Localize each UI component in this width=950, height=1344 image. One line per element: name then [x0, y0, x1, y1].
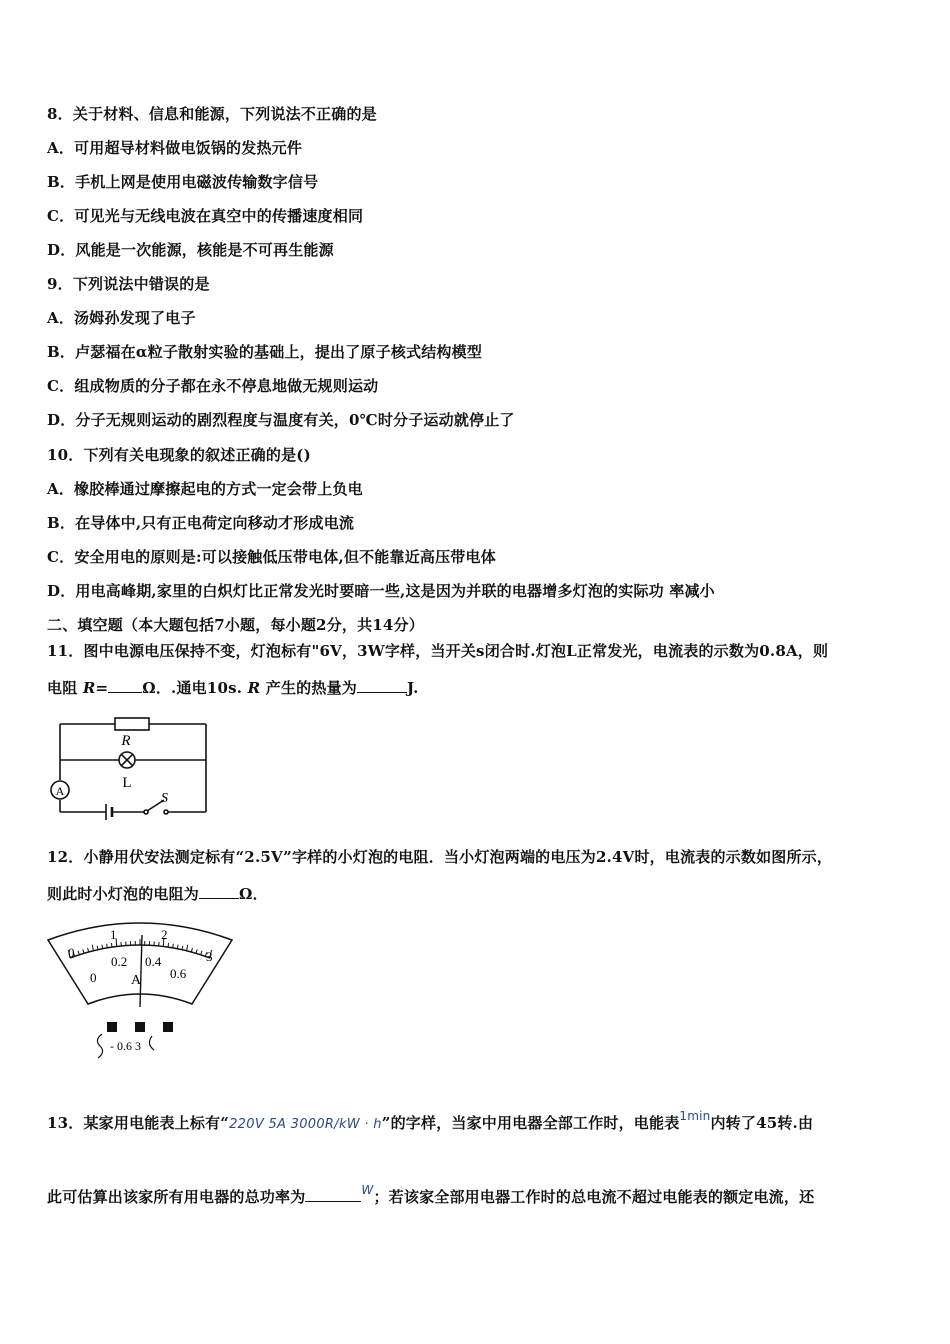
dial-tick: [187, 945, 188, 951]
resistor-symbol: [115, 718, 149, 730]
dial-tick: [92, 945, 93, 951]
q12-text: 则此时小灯泡的电阻为: [47, 885, 200, 903]
lower-scale-label: 0: [90, 970, 97, 985]
unit-label: A: [131, 973, 142, 988]
upper-scale-label: 1: [110, 927, 117, 942]
upper-scale-label: 0: [68, 945, 75, 960]
q13-text: 13．某家用电能表上标有“: [47, 1114, 230, 1132]
q10-stem: 10．下列有关电现象的叙述正确的是(): [47, 446, 311, 464]
q13-text: ”的字样，当家中用电器全部工作时，电能表: [381, 1114, 680, 1132]
q8-stem: 8．关于材料、信息和能源，下列说法不正确的是: [47, 105, 377, 123]
circuit-diagram: [48, 712, 218, 824]
q13-text: ；若该家全部用电器工作时的总电流不超过电能表的额定电流，还: [373, 1188, 815, 1206]
q11-line1: 11．图中电源电压保持不变，灯泡标有"6V，3W字样，当开关s闭合时.灯泡L正常发光，电流表的示数为0.8A，则: [47, 642, 829, 660]
dial-tick: [168, 943, 169, 947]
q11-line2: [47, 677, 419, 698]
q8-option-c: C．可见光与无线电波在真空中的传播速度相同: [47, 207, 364, 225]
answer-blank[interactable]: [199, 886, 239, 899]
q11-text: 电阻: [47, 679, 78, 697]
ammeter-dial: [44, 912, 240, 1060]
upper-scale-label: 2: [161, 927, 168, 942]
q11-text: J.: [406, 679, 419, 697]
terminal-3: [163, 1022, 173, 1032]
q10-option-a: A．橡胶棒通过摩擦起电的方式一定会带上负电: [47, 480, 363, 498]
q10-option-d: D．用电高峰期,家里的白炽灯比正常发光时要暗一些,这是因为并联的电器增多灯泡的实际功 率减小: [47, 582, 715, 600]
answer-blank[interactable]: [305, 1189, 361, 1202]
q9-option-c: C．组成物质的分子都在永不停息地做无规则运动: [47, 377, 379, 395]
dial-tick: [196, 949, 197, 953]
upper-scale-label: 3: [206, 949, 213, 964]
q8-option-d: D．风能是一次能源，核能是不可再生能源: [47, 241, 334, 259]
terminal-0-6: [135, 1022, 145, 1032]
lower-scale-label: 0.2: [111, 954, 128, 969]
q9-option-a: A．汤姆孙发现了电子: [47, 309, 196, 327]
q12-line2: [47, 883, 268, 904]
q8-option-b: B．手机上网是使用电磁波传输数字信号: [47, 173, 319, 191]
q11-var-r: R: [247, 679, 261, 697]
q12-text: Ω．: [239, 885, 268, 903]
lower-scale-label: 0.6: [170, 966, 187, 981]
dial-tick: [107, 944, 108, 948]
lamp-label: L: [122, 775, 132, 791]
section-heading: 二、填空题（本大题包括7小题，每小题2分，共14分）: [47, 616, 424, 634]
unit-w: W: [361, 1183, 374, 1197]
dial-tick: [201, 951, 202, 955]
q11-var-r: R: [82, 679, 96, 697]
answer-blank[interactable]: [357, 680, 407, 693]
q13-text: 内转了45转.由: [710, 1114, 814, 1132]
lower-scale-label: 0.4: [145, 954, 162, 969]
terminal-negative: [107, 1022, 117, 1032]
q12-line1: 12．小静用伏安法测定标有“2.5V”字样的小灯泡的电阻．当小灯泡两端的电压为2.4V时，电流表的示数如图所示，: [47, 848, 833, 866]
dial-tick: [97, 946, 98, 950]
q13-line1: [47, 1109, 814, 1133]
dial-tick: [191, 948, 192, 952]
q11-text: Ω．.通电10s.: [142, 679, 243, 697]
dial-tick: [111, 943, 112, 947]
time-value: 1min: [679, 1109, 711, 1123]
dial-tick: [88, 948, 89, 952]
dial-tick: [182, 946, 183, 950]
resistor-label: R: [121, 733, 131, 749]
q9-option-b: B．卢瑟福在α粒子散射实验的基础上，提出了原子核式结构模型: [47, 343, 483, 361]
dial-tick: [78, 951, 79, 955]
dial-tick: [173, 944, 174, 948]
meter-spec: 220V 5A 3000R/kW · h: [229, 1117, 382, 1132]
q11-text: =: [95, 679, 109, 697]
q13-text: 此可估算出该家所有用电器的总功率为: [47, 1188, 306, 1206]
q10-option-b: B．在导体中,只有正电荷定向移动才形成电流: [47, 514, 355, 532]
q10-option-c: C．安全用电的原则是:可以接触低压带电体,但不能靠近高压带电体: [47, 548, 496, 566]
q11-text: 产生的热量为: [265, 679, 357, 697]
ammeter-label: A: [55, 784, 65, 798]
q9-stem: 9．下列说法中错误的是: [47, 275, 210, 293]
dial-needle: [140, 935, 142, 1007]
q13-line2: [47, 1183, 815, 1207]
dial-tick: [83, 949, 84, 953]
q9-option-d: D．分子无规则运动的剧烈程度与温度有关，0℃时分子运动就停止了: [47, 411, 515, 429]
answer-blank[interactable]: [108, 680, 142, 693]
q8-option-a: A．可用超导材料做电饭锅的发热元件: [47, 139, 303, 157]
terminal-labels: - 0.6 3: [110, 1039, 141, 1053]
switch-label: S: [161, 791, 168, 806]
